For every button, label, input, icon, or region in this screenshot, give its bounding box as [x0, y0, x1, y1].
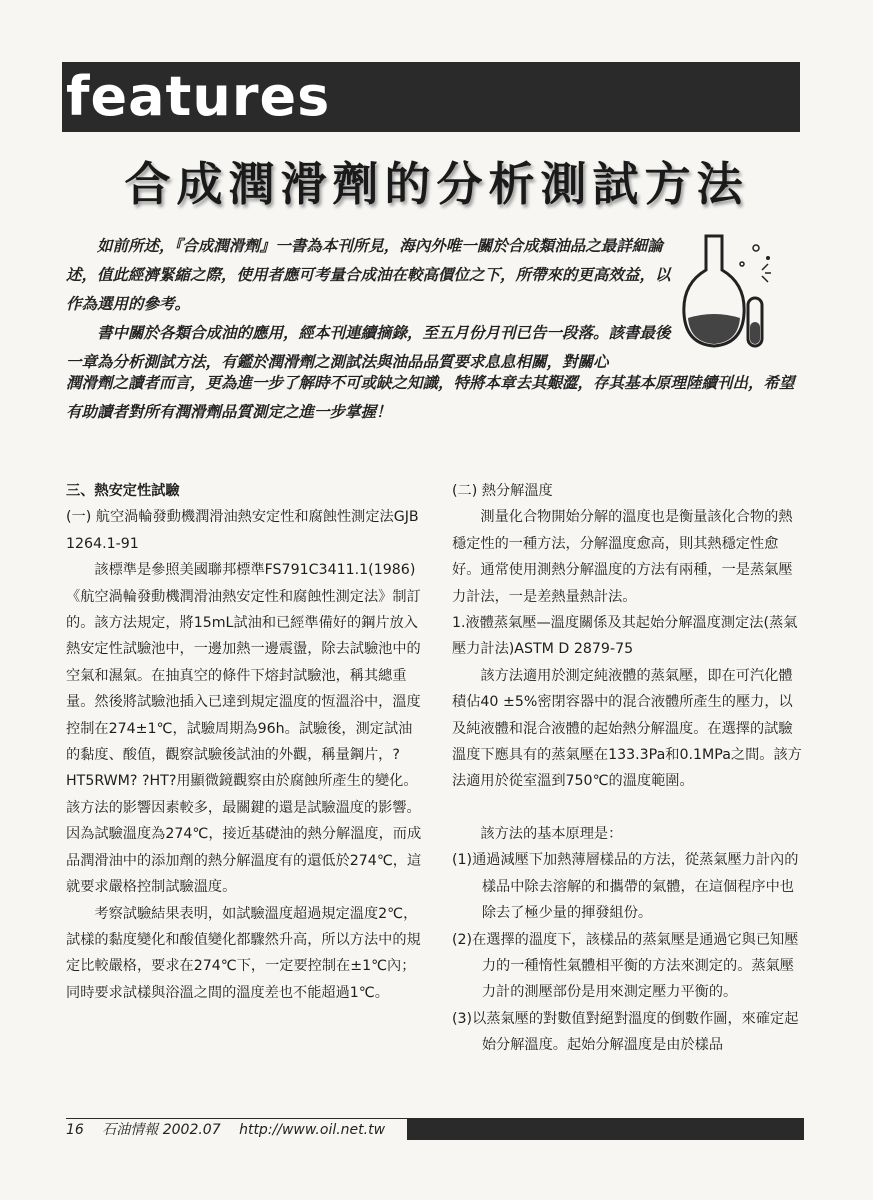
principle-item: (3)以蒸氣壓的對數值對絕對溫度的倒數作圖，來確定起始分解溫度。起始分解溫度是由於樣品 [452, 1010, 799, 1054]
section-heading: 三、熱安定性試驗 [66, 483, 180, 499]
spacer [452, 795, 802, 821]
method-heading: 1.液體蒸氣壓—溫度關係及其起始分解溫度測定法(蒸氣壓力計法)ASTM D 2879-75 [452, 615, 798, 658]
left-column [66, 478, 422, 1006]
right-paragraph-1: 測量化合物開始分解的溫度也是衡量該化合物的熱穩定性的一種方法，分解溫度愈高，則其熱穩定性愈好。通常使用測熱分解溫度的方法有兩種，一是蒸氣壓力計法，一是差熱量熱計法。 [452, 509, 793, 605]
website-link[interactable]: http://www.oil.net.tw [239, 1122, 386, 1138]
features-banner [62, 62, 800, 132]
principle-item: (2)在選擇的溫度下，該樣品的蒸氣壓是通過它與已知壓力的一種惰性氣體相平衡的方法來測定的。蒸氣壓力計的測壓部份是用來測定壓力平衡的。 [452, 931, 799, 1001]
publication-label: 石油情報 2002.07 [102, 1122, 221, 1138]
intro-continuation: 潤滑劑之讀者而言，更為進一步了解時不可或缺之知識，特將本章去其艱澀，存其基本原理陸續刊出，希望有助讀者對所有潤滑劑品質測定之進一步掌握！ [66, 374, 795, 421]
page-number: 16 [66, 1122, 84, 1138]
principle-intro: 該方法的基本原理是： [480, 825, 623, 842]
left-paragraph-2: 考察試驗結果表明，如試驗溫度超過規定溫度2℃，試樣的黏度變化和酸值變化都驟然升高，所以方法中的規定比較嚴格，要求在274℃下，一定要控制在±1℃內；同時要求試樣與浴溫之間的溫度差也不能超過1℃。 [66, 905, 421, 1001]
subsection-heading-2: (二) 熱分解溫度 [452, 483, 553, 499]
footer-info [66, 1119, 407, 1141]
left-paragraph-1: 該標準是參照美國聯邦標準FS791C3411.1(1986)《航空渦輪發動機潤滑油熱安定性和腐蝕性測定法》制訂的。該方法規定，將15mL試油和已經準備好的鋼片放入熱安定性試驗池中，一邊加熱一邊震盪，除去試驗池中的空氣和濕氣。在抽真空的條件下熔封試驗池，稱其總重量。然後將試驗池插入已達到規定溫度的恆溫浴中，溫度控制在274±1℃，試驗周期為96h。試驗後，測定試油的黏度、酸值，觀察試驗後試油的外觀，稱量鋼片，?HT5RWM? ?HT?用顯微鏡觀察由於腐蝕所產生的變化。該方法的影響因素較多，最關鍵的還是試驗溫度的影響。因為試驗溫度為274℃，接近基礎油的熱分解溫度，而成品潤滑油中的添加劑的熱分解溫度有的還低於274℃，這就要求嚴格控制試驗溫度。 [66, 562, 422, 896]
right-column [452, 478, 802, 1059]
intro-block [66, 232, 678, 377]
banner-label: features [66, 65, 331, 128]
right-paragraph-2: 該方法適用於測定純液體的蒸氣壓，即在可汽化體積佔40 ±5%密閉容器中的混合液體所產生的壓力，以及純液體和混合液體的起始熱分解溫度。在選擇的試驗溫度下應具有的蒸氣壓在133.3Pa和0.1MPa之間。該方法適用於從室溫到750℃的溫度範圍。 [452, 667, 802, 790]
principle-item: (1)通過減壓下加熱薄層樣品的方法，從蒸氣壓力計內的樣品中除去溶解的和攜帶的氣體，在這個程序中也除去了極少量的揮發組份。 [452, 852, 799, 922]
lab-flask-icon [680, 228, 780, 368]
page-title: 合成潤滑劑的分析測試方法 [124, 157, 749, 211]
intro-paragraph-1: 如前所述，『合成潤滑劑』一書為本刊所見，海內外唯一關於合成類油品之最詳細論述，值此經濟緊縮之際，使用者應可考量合成油在較高價位之下，所帶來的更高效益，以作為選用的參考。 [66, 237, 671, 313]
subsection-heading-1: (一) 航空渦輪發動機潤滑油熱安定性和腐蝕性測定法GJB 1264.1-91 [66, 509, 419, 552]
intro-paragraph-2: 書中關於各類合成油的應用，經本刊連續摘錄，至五月份月刊已告一段落。該書最後一章為分析測試方法，有鑑於潤滑劑之測試法與油品品質要求息息相關，對關心 [66, 324, 671, 371]
